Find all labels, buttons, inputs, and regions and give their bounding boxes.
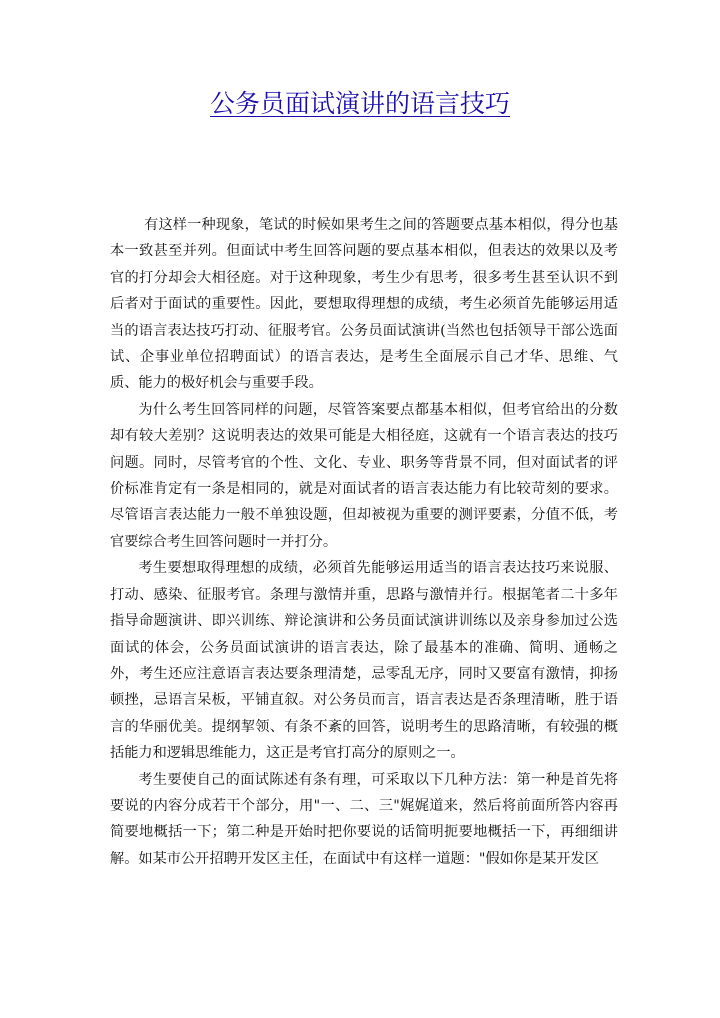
document-body	[110, 212, 618, 872]
paragraph-1: 有这样一种现象，笔试的时候如果考生之间的答题要点基本相似，得分也基本一致甚至并列。但面试中考生回答问题的要点基本相似，但表达的效果以及考官的打分却会大相径庭。对于这种现象，考生少有思考，很多考生甚至认识不到后者对于面试的重要性。因此，要想取得理想的成绩，考生必须首先能够运用适当的语言表达技巧打动、征服考官。公务员面试演讲(当然也包括领导干部公选面试、企事业单位招聘面试）的语言表达，是考生全面展示自己才华、思维、气质、能力的极好机会与重要手段。	[110, 217, 618, 392]
paragraph-3: 考生要想取得理想的成绩，必须首先能够运用适当的语言表达技巧来说服、打动、感染、征服考官。条理与激情并重，思路与激情并行。根据笔者二十多年指导命题演讲、即兴训练、辩论演讲和公务员面试演讲训练以及亲身参加过公选面试的体会，公务员面试演讲的语言表达，除了最基本的准确、简明、通畅之外，考生还应注意语言表达要条理清楚，忌零乱无序，同时又要富有激情，抑扬顿挫，忌语言呆板，平铺直叙。对公务员而言，语言表达是否条理清晰，胜于语言的华丽优美。提纲挈领、有条不紊的回答，说明考生的思路清晰，有较强的概括能力和逻辑思维能力，这正是考官打高分的原则之一。	[110, 560, 618, 762]
paragraph-4: 考生要使自己的面试陈述有条有理，可采取以下几种方法：第一种是首先将要说的内容分成若干个部分，用"一、二、三"娓娓道来，然后将前面所答内容再简要地概括一下；第二种是开始时把你要说的话简明扼要地概括一下，再细细讲解。如某市公开招聘开发区主任，在面试中有这样一道题："假如你是某开发区	[110, 771, 618, 867]
paragraph-2: 为什么考生回答同样的问题，尽管答案要点都基本相似，但考官给出的分数却有较大差别？这说明表达的效果可能是大相径庭，这就有一个语言表达的技巧问题。同时，尽管考官的个性、文化、专业、职务等背景不同，但对面试者的评价标准肯定有一条是相同的，就是对面试者的语言表达能力有比较苛刻的要求。尽管语言表达能力一般不单独设题，但却被视为重要的测评要素，分值不低，考官要综合考生回答问题时一并打分。	[110, 401, 618, 550]
document-title[interactable]: 公务员面试演讲的语言技巧	[209, 89, 510, 118]
